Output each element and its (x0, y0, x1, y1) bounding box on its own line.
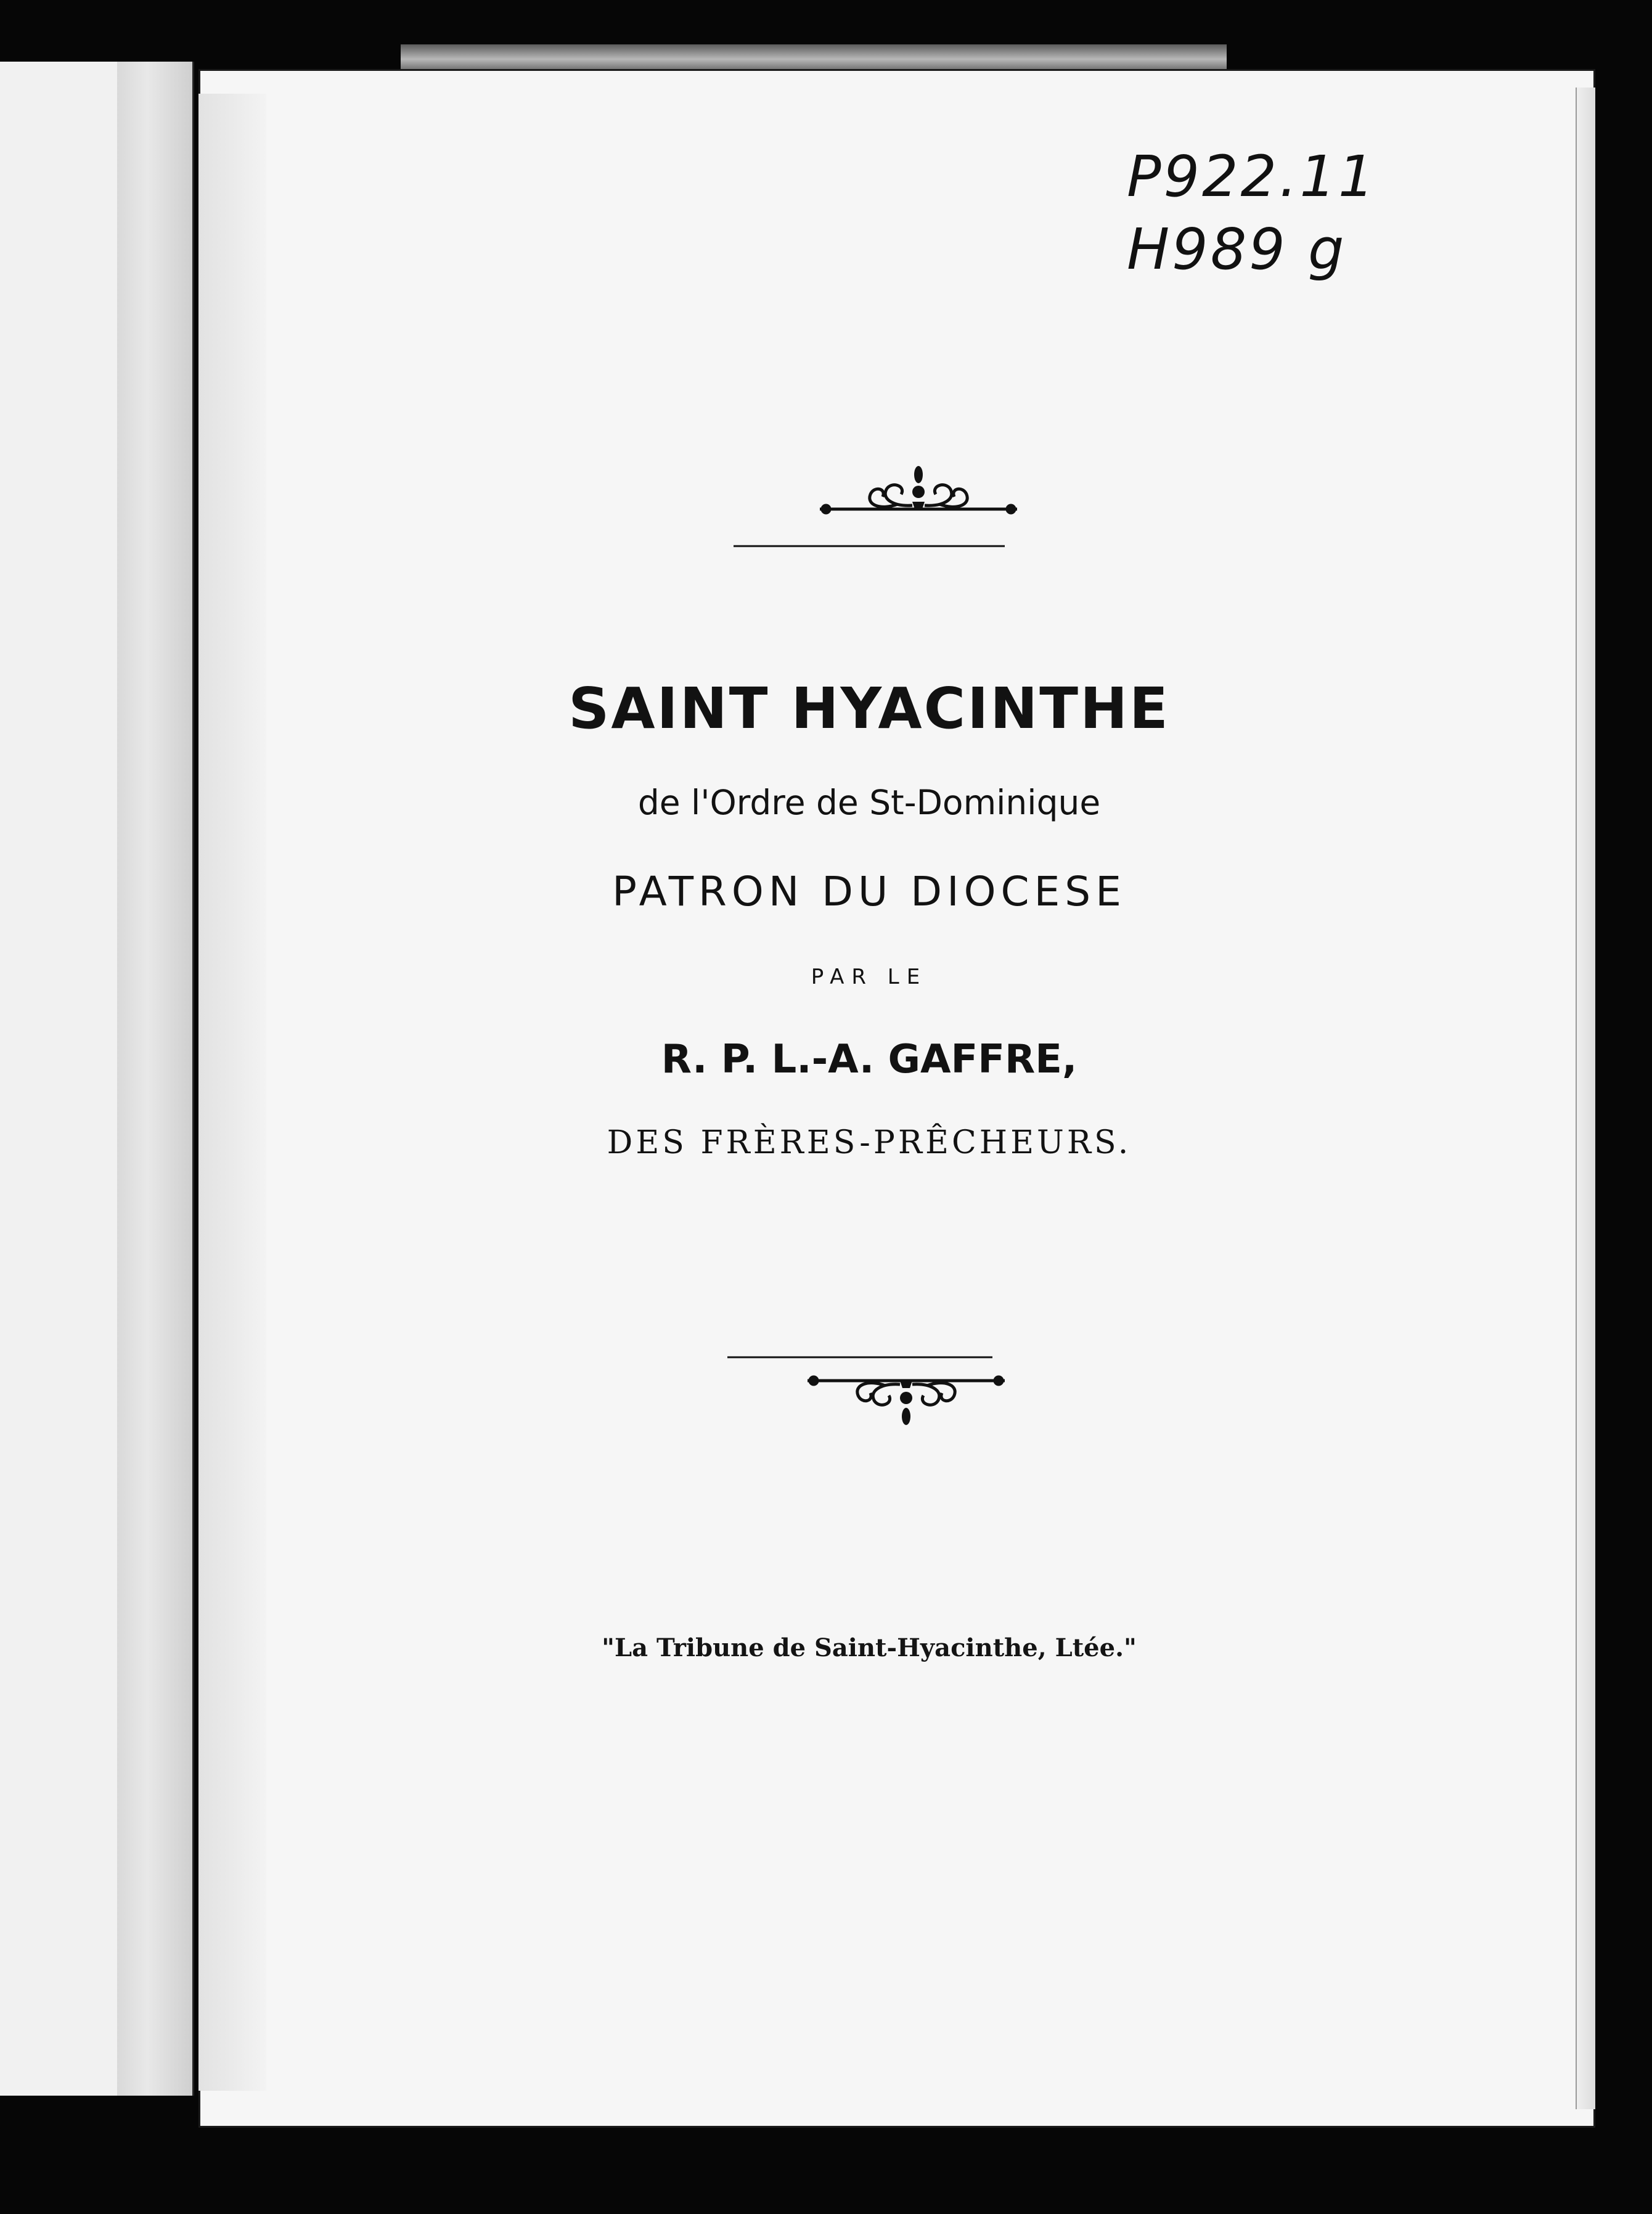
ornament-bottom-icon (727, 1356, 1110, 1442)
book-title: SAINT HYACINTHE (568, 676, 1170, 741)
page-right-edge (1576, 88, 1595, 2109)
call-number-line2: H989 g (1127, 216, 1347, 282)
author-name: R. P. L.-A. GAFFRE, (661, 1037, 1077, 1082)
ornament-top-icon (727, 461, 1110, 547)
religious-order: DES FRÈRES-PRÊCHEURS. (607, 1124, 1132, 1161)
call-number-line1: P922.11 (1127, 144, 1377, 210)
previous-sheet-edge (401, 44, 1227, 69)
par-le-line: PAR LE (811, 965, 928, 989)
book-spine (117, 62, 192, 2096)
book-subtitle: de l'Ordre de St-Dominique (637, 783, 1101, 822)
handwritten-call-number (1127, 141, 1376, 286)
title-block (542, 666, 1196, 1167)
page-gutter (198, 94, 266, 2091)
publisher-line: "La Tribune de Saint-Hyacinthe, Ltée." (602, 1633, 1137, 1662)
left-page-fragment (0, 62, 194, 2096)
patron-line: PATRON DU DIOCESE (612, 868, 1126, 915)
